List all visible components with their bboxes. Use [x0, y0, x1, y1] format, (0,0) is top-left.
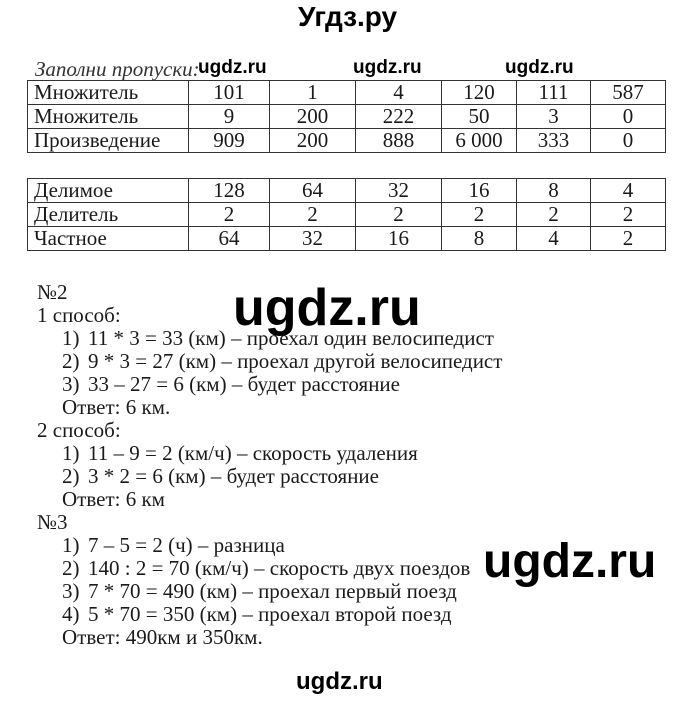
table-row	[28, 81, 666, 105]
row-label: Произведение	[28, 129, 189, 153]
task2-heading: №2	[37, 280, 68, 304]
row-label: Множитель	[28, 81, 189, 105]
table-cell: 64	[189, 227, 270, 251]
step-text: 7 * 70 = 490 (км) – проехал первый поезд	[88, 579, 457, 603]
step-text: 140 : 2 = 70 (км/ч) – скорость двух поездов	[88, 556, 471, 580]
step-number: 1)	[62, 441, 80, 465]
table-row	[28, 105, 666, 129]
table-cell: 2	[189, 203, 270, 227]
table-cell: 32	[356, 179, 442, 203]
step-number: 2)	[62, 349, 80, 373]
multiplication-table	[27, 80, 666, 153]
step-number: 3)	[62, 579, 80, 603]
step	[62, 580, 457, 602]
table-cell: 50	[442, 105, 517, 129]
step-number: 2)	[62, 556, 80, 580]
step	[62, 557, 470, 579]
answer: Ответ: 6 км.	[62, 395, 171, 419]
row-label: Множитель	[28, 105, 189, 129]
table-cell: 2	[356, 203, 442, 227]
step-number: 3)	[62, 372, 80, 396]
step-text: 3 * 2 = 6 (км) – будет расстояние	[88, 464, 379, 488]
watermark-large: ugdz.ru	[483, 535, 657, 588]
step	[62, 373, 400, 395]
step-text: 5 * 70 = 350 (км) – проехал второй поезд	[88, 602, 452, 626]
table-cell: 8	[442, 227, 517, 251]
table-cell: 4	[356, 81, 442, 105]
watermark-large: ugdz.ru	[233, 279, 421, 337]
table-cell: 333	[517, 129, 591, 153]
table-cell: 128	[189, 179, 270, 203]
table-cell: 16	[442, 179, 517, 203]
step-text: 33 – 27 = 6 (км) – будет расстояние	[88, 372, 400, 396]
row-label: Частное	[28, 227, 189, 251]
step	[62, 465, 379, 487]
task1-caption: Заполни пропуски:	[35, 57, 200, 81]
table-cell: 587	[591, 81, 666, 105]
table-cell: 909	[189, 129, 270, 153]
table-cell: 200	[270, 105, 356, 129]
row-label: Делитель	[28, 203, 189, 227]
answer: Ответ: 490км и 350км.	[62, 625, 263, 649]
table-cell: 4	[591, 179, 666, 203]
table-cell: 222	[356, 105, 442, 129]
table-cell: 888	[356, 129, 442, 153]
method1-label: 1 способ:	[37, 303, 121, 327]
table-cell: 6 000	[442, 129, 517, 153]
table-cell: 2	[517, 203, 591, 227]
table-cell: 2	[591, 227, 666, 251]
step-text: 9 * 3 = 27 (км) – проехал другой велосипедист	[88, 349, 503, 373]
row-label: Делимое	[28, 179, 189, 203]
table-cell: 64	[270, 179, 356, 203]
table-cell: 2	[270, 203, 356, 227]
table-cell: 120	[442, 81, 517, 105]
method2-label: 2 способ:	[37, 418, 121, 442]
step	[62, 442, 418, 464]
table-cell: 4	[517, 227, 591, 251]
table-row	[28, 129, 666, 153]
step-number: 4)	[62, 602, 80, 626]
table-row	[28, 227, 666, 251]
answer: Ответ: 6 км	[62, 487, 165, 511]
watermark-bottom: ugdz.ru	[296, 668, 383, 695]
table-cell: 111	[517, 81, 591, 105]
table-cell: 8	[517, 179, 591, 203]
step-text: 11 – 9 = 2 (км/ч) – скорость удаления	[88, 441, 418, 465]
table-row	[28, 179, 666, 203]
table-cell: 200	[270, 129, 356, 153]
step-number: 2)	[62, 464, 80, 488]
table-cell: 9	[189, 105, 270, 129]
table-cell: 0	[591, 129, 666, 153]
table-cell: 2	[442, 203, 517, 227]
table-cell: 3	[517, 105, 591, 129]
step	[62, 534, 285, 556]
step-text: 7 – 5 = 2 (ч) – разница	[88, 533, 285, 557]
step-number: 1)	[62, 326, 80, 350]
watermark-small: ugdz.ru	[353, 57, 422, 78]
table-cell: 101	[189, 81, 270, 105]
table-cell: 0	[591, 105, 666, 129]
page-title: Угдз.ру	[298, 1, 398, 32]
table-cell: 2	[591, 203, 666, 227]
table-cell: 32	[270, 227, 356, 251]
task3-heading: №3	[37, 510, 68, 534]
table-row	[28, 203, 666, 227]
table-cell: 1	[270, 81, 356, 105]
watermark-small: ugdz.ru	[505, 57, 574, 78]
step	[62, 603, 452, 625]
division-table	[27, 178, 666, 251]
watermark-small: ugdz.ru	[198, 57, 267, 78]
table-cell: 16	[356, 227, 442, 251]
step	[62, 350, 502, 372]
step-number: 1)	[62, 533, 80, 557]
step-text: 11 * 3 = 33 (км) – проехал один велосипедист	[88, 326, 494, 350]
